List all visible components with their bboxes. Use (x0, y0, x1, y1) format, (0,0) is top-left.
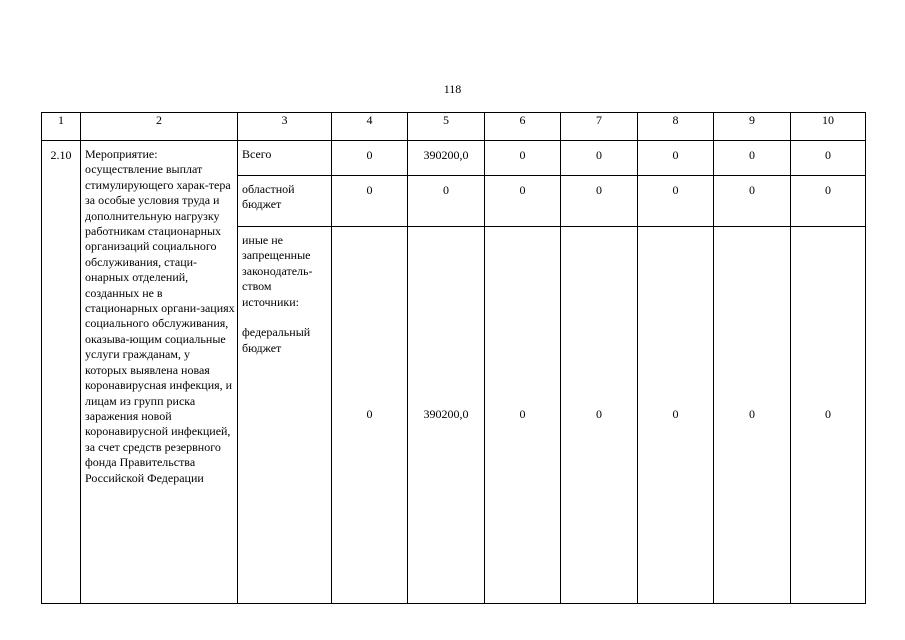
value-cell: 390200,0 (408, 141, 485, 176)
header-cell-4: 4 (332, 113, 408, 141)
header-cell-1: 1 (42, 113, 81, 141)
value-cell: 390200,0 (408, 227, 485, 604)
value-cell: 0 (561, 227, 638, 604)
value-cell: 0 (485, 227, 561, 604)
value-cell: 0 (561, 141, 638, 176)
value-cell: 0 (638, 227, 714, 604)
value-cell: 0 (714, 141, 791, 176)
source-regional: областной бюджет (238, 176, 332, 227)
value-cell: 0 (332, 176, 408, 227)
value-cell: 0 (332, 227, 408, 604)
header-cell-8: 8 (638, 113, 714, 141)
value-cell: 0 (638, 141, 714, 176)
header-cell-7: 7 (561, 113, 638, 141)
page-number: 118 (443, 82, 462, 96)
source-other: иные не запрещенные законодатель-ством источники: (242, 233, 313, 309)
value-cell: 0 (561, 176, 638, 227)
budget-table (41, 112, 866, 604)
row-code: 2.10 (42, 141, 81, 604)
header-row (42, 113, 866, 141)
source-federal: федеральный бюджет (242, 325, 311, 355)
source-other-federal (238, 227, 332, 604)
header-cell-3: 3 (238, 113, 332, 141)
header-cell-6: 6 (485, 113, 561, 141)
header-cell-10: 10 (791, 113, 866, 141)
value-cell: 0 (485, 141, 561, 176)
table-row-total (42, 141, 866, 176)
header-cell-5: 5 (408, 113, 485, 141)
value-cell: 0 (332, 141, 408, 176)
value-cell: 0 (638, 176, 714, 227)
value-cell: 0 (714, 176, 791, 227)
row-description: Мероприятие: осуществление выплат стимулирующего харак-тера за особые условия труда и дополнительную нагрузку работникам стационарных организаций социального обслуживания, стаци-онарных отделений, созданных не в стационарных органи-зациях социального обслуживания, оказыва-ющим социальные услуги гражданам, у которых выявлена новая коронавирусная инфекция, и лицам из групп риска заражения новой коронавирусной инфекцией, за счет средств резервного фонда Правительства Российской Федерации (81, 141, 238, 604)
value-cell: 0 (791, 176, 866, 227)
value-cell: 0 (714, 227, 791, 604)
value-cell: 0 (791, 227, 866, 604)
header-cell-2: 2 (81, 113, 238, 141)
value-cell: 0 (485, 176, 561, 227)
value-cell: 0 (408, 176, 485, 227)
source-total: Всего (238, 141, 332, 176)
value-cell: 0 (791, 141, 866, 176)
header-cell-9: 9 (714, 113, 791, 141)
